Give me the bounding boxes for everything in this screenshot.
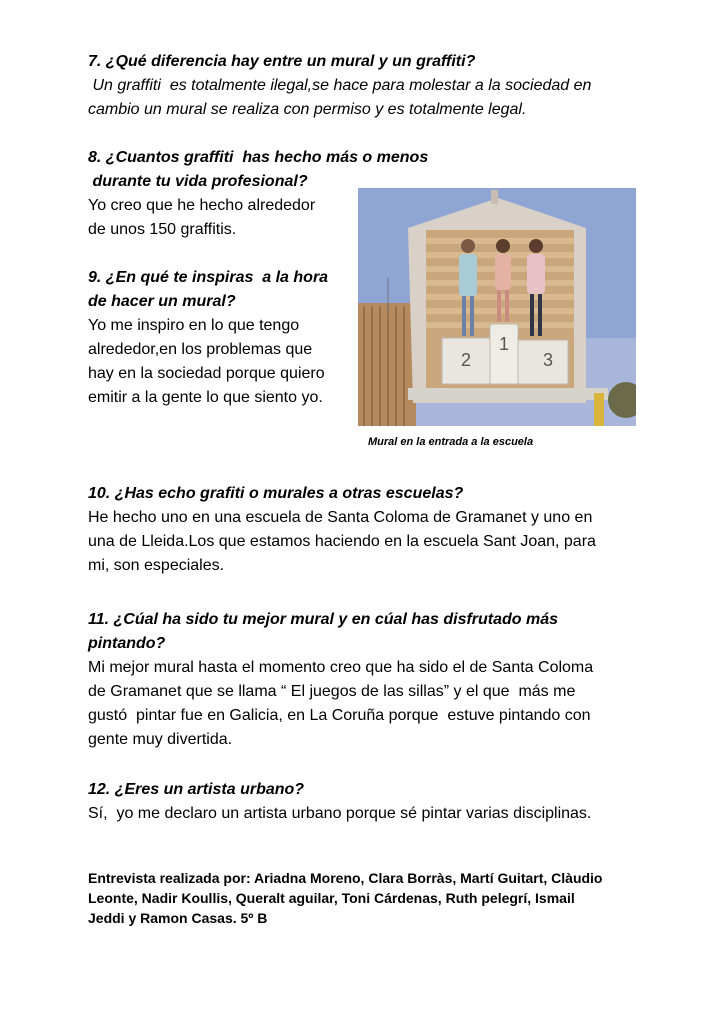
photo-caption: Mural en la entrada a la escuela <box>368 436 534 448</box>
question-9-title-line-2: de hacer un mural? <box>88 293 236 310</box>
question-7-title: 7. ¿Qué diferencia hay entre un mural y un graffiti? <box>88 53 476 70</box>
answer-10-line-3: mi, son especiales. <box>88 557 225 574</box>
question-11-title-line-1: 11. ¿Cúal ha sido tu mejor mural y en cúal has disfrutado más <box>88 611 559 628</box>
answer-7-line-1: Un graffiti es totalmente ilegal,se hace para molestar a la sociedad en <box>88 77 592 94</box>
question-10 <box>88 482 596 578</box>
question-11-title-line-2: pintando? <box>88 635 166 652</box>
question-11 <box>88 608 593 752</box>
left-building <box>358 303 416 426</box>
answer-8-line-2: de unos 150 graffitis. <box>88 221 237 238</box>
podium-number-1: 1 <box>498 334 510 354</box>
answer-10-line-1: He hecho uno en una escuela de Santa Coloma de Gramanet y uno en <box>88 509 593 526</box>
answer-9-line-3: hay en la sociedad porque quiero <box>88 365 325 382</box>
question-12-title: 12. ¿Eres un artista urbano? <box>88 781 305 798</box>
answer-9-line-1: Yo me inspiro en lo que tengo <box>88 317 300 334</box>
podium-number-3: 3 <box>542 350 554 370</box>
answer-9-line-4: emitir a la gente lo que siento yo. <box>88 389 323 406</box>
question-12 <box>88 778 591 826</box>
credits-line-1: Entrevista realizada por: Ariadna Moreno, Clara Borràs, Martí Guitart, Clàudio <box>88 870 603 886</box>
answer-10-line-2: una de Lleida.Los que estamos haciendo en la escuela Sant Joan, para <box>88 533 596 550</box>
question-8-title-line-2: durante tu vida profesional? <box>88 173 308 190</box>
credits-line-3: Jeddi y Ramon Casas. 5º B <box>88 910 268 926</box>
interview-credits <box>88 868 603 928</box>
answer-12-line-1: Sí, yo me declaro un artista urbano porque sé pintar varias disciplinas. <box>88 805 592 822</box>
credits-line-2: Leonte, Nadir Koullis, Queralt aguilar, Toni Cárdenas, Ruth pelegrí, Ismail <box>88 890 575 906</box>
answer-11-line-1: Mi mejor mural hasta el momento creo que ha sido el de Santa Coloma <box>88 659 594 676</box>
question-10-title: 10. ¿Has echo grafiti o murales a otras escuelas? <box>88 485 464 502</box>
question-9 <box>88 266 328 410</box>
answer-8-line-1: Yo creo que he hecho alrededor <box>88 197 316 214</box>
question-7 <box>88 50 591 122</box>
answer-11-line-2: de Gramanet que se llama “ El juegos de las sillas” y el que más me <box>88 683 576 700</box>
answer-7-line-2: cambio un mural se realiza con permiso y es totalmente legal. <box>88 101 527 118</box>
mural-photo <box>358 188 636 426</box>
question-8-title-line-1: 8. ¿Cuantos graffiti has hecho más o menos <box>88 149 429 166</box>
answer-9-line-2: alrededor,en los problemas que <box>88 341 313 358</box>
answer-11-line-4: gente muy divertida. <box>88 731 233 748</box>
answer-11-line-3: gustó pintar fue en Galicia, en La Coruña porque estuve pintando con <box>88 707 591 724</box>
podium-number-2: 2 <box>460 350 472 370</box>
question-9-title-line-1: 9. ¿En qué te inspiras a la hora <box>88 269 329 286</box>
